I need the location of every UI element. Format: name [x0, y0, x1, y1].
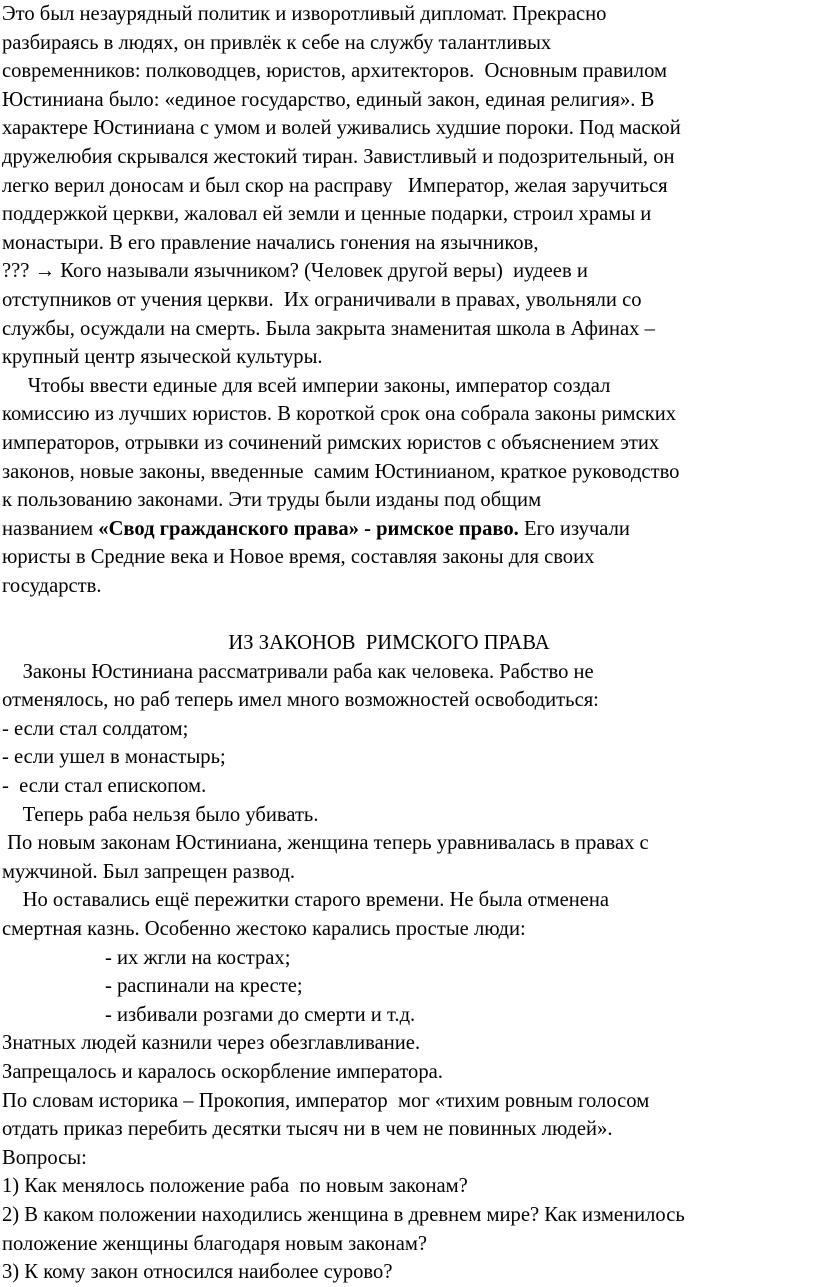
- text-line: юристы в Средние века и Новое время, составляя законы для своих: [2, 546, 595, 569]
- section-roman-law: [2, 658, 816, 1144]
- paragraph-justinian-character: [2, 0, 816, 372]
- text-line: ??? → Кого называли язычником? (Человек другой веры) иудеев и: [2, 260, 588, 283]
- text-line: законов, новые законы, введенные самим Юстинианом, краткое руководство: [2, 460, 680, 483]
- text-line: По новым законам Юстиниана, женщина теперь уравнивалась в правах с: [2, 832, 649, 855]
- text-line: поддержкой церкви, жаловал ей земли и ценные подарки, строил храмы и: [2, 203, 652, 226]
- text-line: императоров, отрывки из сочинений римских юристов с объяснением этих: [2, 431, 660, 454]
- list-item: - если ушел в монастырь;: [2, 746, 226, 769]
- blank-line: [2, 600, 816, 629]
- text-line: характере Юстиниана с умом и волей уживались худшие пороки. Под маской: [2, 117, 681, 140]
- text-line: Но оставались ещё пережитки старого времени. Не была отменена: [2, 889, 610, 912]
- text-line-with-bold-title: [2, 515, 816, 544]
- text-line: легко верил доносам и был скор на расправу Император, желая заручиться: [2, 174, 668, 197]
- text-line: смертная казнь. Особенно жестоко карались простые люди:: [2, 918, 526, 940]
- list-item: - если стал епископом.: [2, 775, 207, 798]
- text-line: дружелюбия скрывался жестокий тиран. Завистливый и подозрительный, он: [2, 145, 675, 168]
- text-line: По словам историка – Прокопия, император мог «тихим ровным голосом: [2, 1089, 650, 1112]
- text-line: современников: полководцев, юристов, архитекторов. Основным правилом: [2, 60, 668, 83]
- text-line: отступников от учения церкви. Их ограничивали в правах, увольняли со: [2, 288, 642, 311]
- code-title-bold: «Свод гражданского права» - римское право.: [98, 517, 519, 540]
- questions-block: [2, 1144, 816, 1287]
- title-prefix: названием: [2, 517, 99, 540]
- text-line: государств.: [2, 574, 102, 597]
- paragraph-code-of-civil-law: [2, 372, 816, 601]
- text-line: Теперь раба нельзя было убивать.: [2, 803, 319, 826]
- list-item: - их жгли на кострах;: [2, 946, 291, 969]
- text-line: комиссию из лучших юристов. В короткой срок она собрала законы римских: [2, 403, 677, 426]
- text-line: крупный центр языческой культуры.: [2, 346, 323, 369]
- text-line: Это был незаурядный политик и изворотливый дипломат. Прекрасно: [2, 3, 607, 25]
- list-item: - избивали розгами до смерти и т.д.: [2, 1003, 416, 1026]
- section-heading: ИЗ ЗАКОНОВ РИМСКОГО ПРАВА: [228, 632, 550, 655]
- text-line: отменялось, но раб теперь имел много возможностей освободиться:: [2, 689, 599, 712]
- text-line: Запрещалось и каралось оскорбление императора.: [2, 1060, 443, 1083]
- text-line: Чтобы ввести единые для всей империи законы, император создал: [2, 374, 611, 397]
- text-line: разбираясь в людях, он привлёк к себе на службу талантливых: [2, 31, 552, 54]
- list-item: - распинали на кресте;: [2, 975, 303, 998]
- text-line: Знатных людей казнили через обезглавливание.: [2, 1032, 421, 1055]
- question-item: 3) К кому закон относился наиболее сурово?: [2, 1261, 393, 1284]
- text-line: службы, осуждали на смерть. Была закрыта знаменитая школа в Афинах –: [2, 317, 655, 340]
- list-item: - если стал солдатом;: [2, 717, 189, 740]
- text-line: монастыри. В его правление начались гонения на язычников,: [2, 231, 539, 254]
- text-line: Законы Юстиниана рассматривали раба как человека. Рабство не: [2, 660, 594, 683]
- text-line: мужчиной. Был запрещен развод.: [2, 860, 295, 883]
- question-item: положение женщины благодаря новым законам?: [2, 1232, 428, 1255]
- question-item: 1) Как менялось положение раба по новым законам?: [2, 1175, 468, 1198]
- text-line: Юстиниана было: «единое государство, единый закон, единая религия». В: [2, 88, 655, 111]
- text-line: к пользованию законами. Эти труды были изданы под общим: [2, 489, 542, 512]
- questions-heading: Вопросы:: [2, 1146, 87, 1169]
- title-suffix: Его изучали: [518, 517, 630, 540]
- question-item: 2) В каком положении находились женщина в древнем мире? Как изменилось: [2, 1203, 685, 1226]
- text-line: отдать приказ перебить десятки тысяч ни в чем не повинных людей».: [2, 1118, 613, 1141]
